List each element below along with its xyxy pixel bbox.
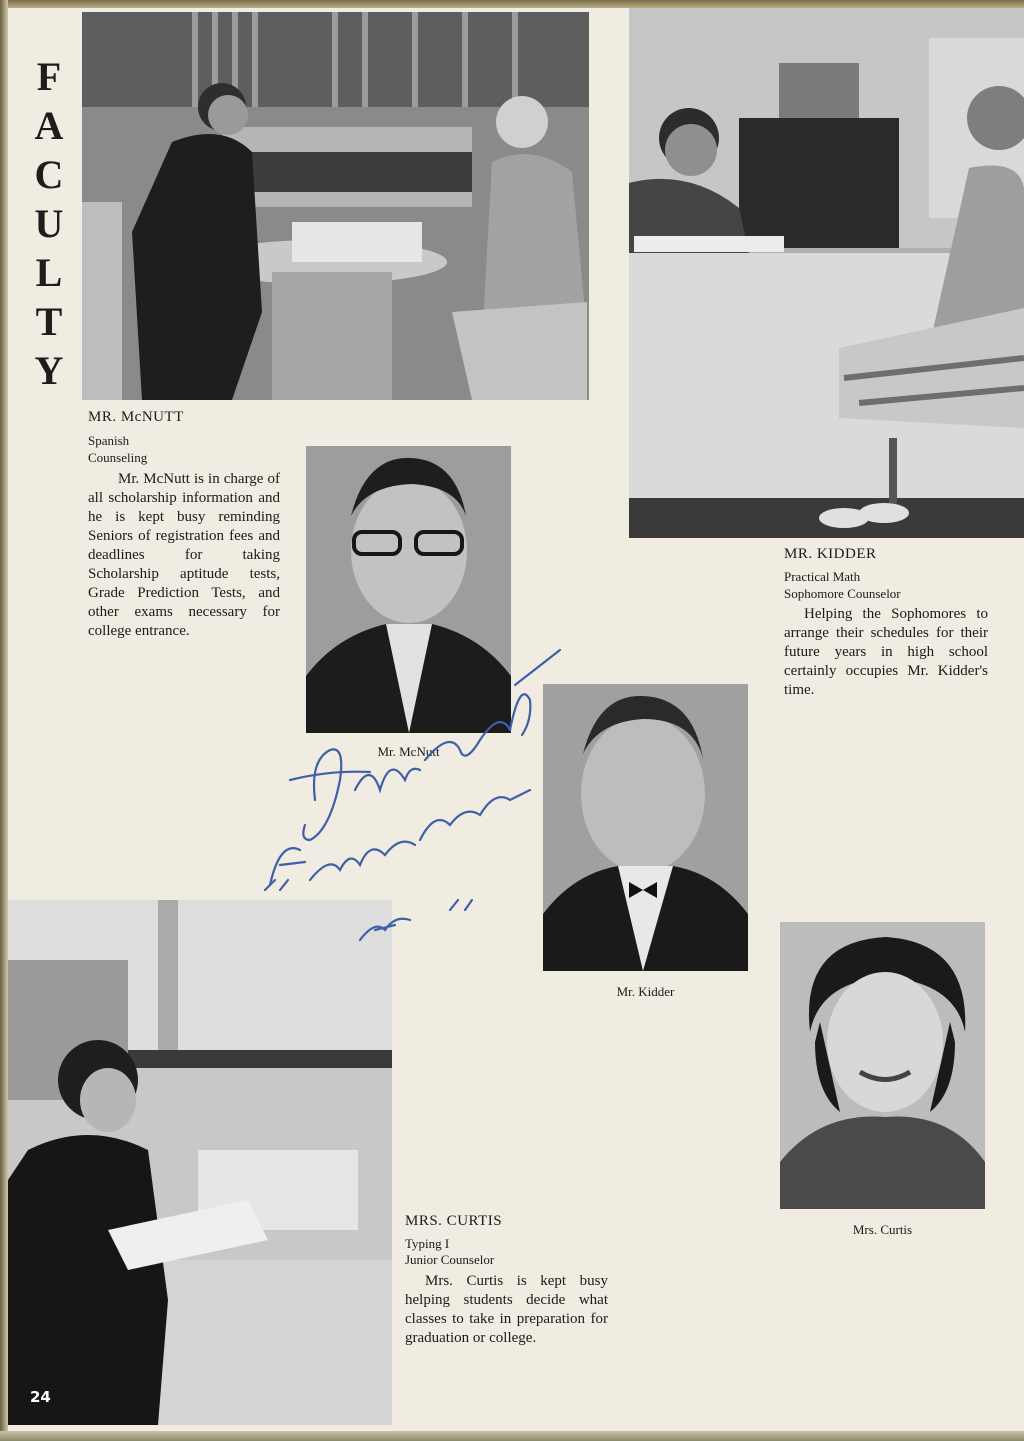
curtis-description: Mrs. Curtis is kept busy helping students decide what classes to take in preparation for graduation or college. — [405, 1273, 608, 1346]
title-letter: Y — [34, 348, 64, 393]
mcnutt-description: Mr. McNutt is in charge of all scholarship information and he is kept busy reminding Seniors of registration fees and deadlines for taking Scholarship aptitude tests, Grade Prediction Tests, and other exams necessary for college entrance. — [88, 471, 280, 639]
kidder-heading: MR. KIDDER — [784, 546, 877, 562]
mcnutt-portrait-caption: Mr. McNutt — [377, 744, 440, 759]
mcnutt-subject-1: Spanish — [88, 433, 130, 448]
kidder-portrait-caption: Mr. Kidder — [616, 984, 675, 999]
photo-curtis-desk — [8, 900, 392, 1425]
faculty-vertical-title — [26, 52, 72, 395]
page-edge-left — [0, 0, 8, 1441]
page-number: 24 — [30, 1388, 51, 1406]
mcnutt-subject-2: Counseling — [88, 450, 148, 465]
title-letter: C — [34, 152, 64, 197]
kidder-subject-2: Sophomore Counselor — [784, 586, 901, 601]
title-letter: L — [35, 250, 63, 295]
photo-mcnutt-desk — [82, 12, 589, 400]
page-edge-top — [0, 0, 1024, 8]
curtis-subject-2: Junior Counselor — [405, 1252, 495, 1267]
kidder-subject-1: Practical Math — [784, 569, 861, 584]
portrait-curtis — [780, 922, 985, 1209]
curtis-heading: MRS. CURTIS — [405, 1213, 503, 1229]
page-edge-bottom — [0, 1431, 1024, 1441]
curtis-portrait-caption: Mrs. Curtis — [852, 1222, 913, 1237]
curtis-subject-1: Typing I — [405, 1236, 450, 1251]
title-letter: U — [34, 201, 64, 246]
title-letter: A — [34, 103, 64, 148]
photo-kidder-desk — [629, 8, 1024, 538]
kidder-description: Helping the Sophomores to arrange their schedules for their future years in high school certainly occupies Mr. Kidder's time. — [784, 606, 988, 698]
handwritten-signature — [260, 640, 580, 950]
title-letter: F — [36, 54, 62, 99]
title-letter: T — [35, 299, 63, 344]
mcnutt-heading: MR. McNUTT — [88, 409, 184, 425]
